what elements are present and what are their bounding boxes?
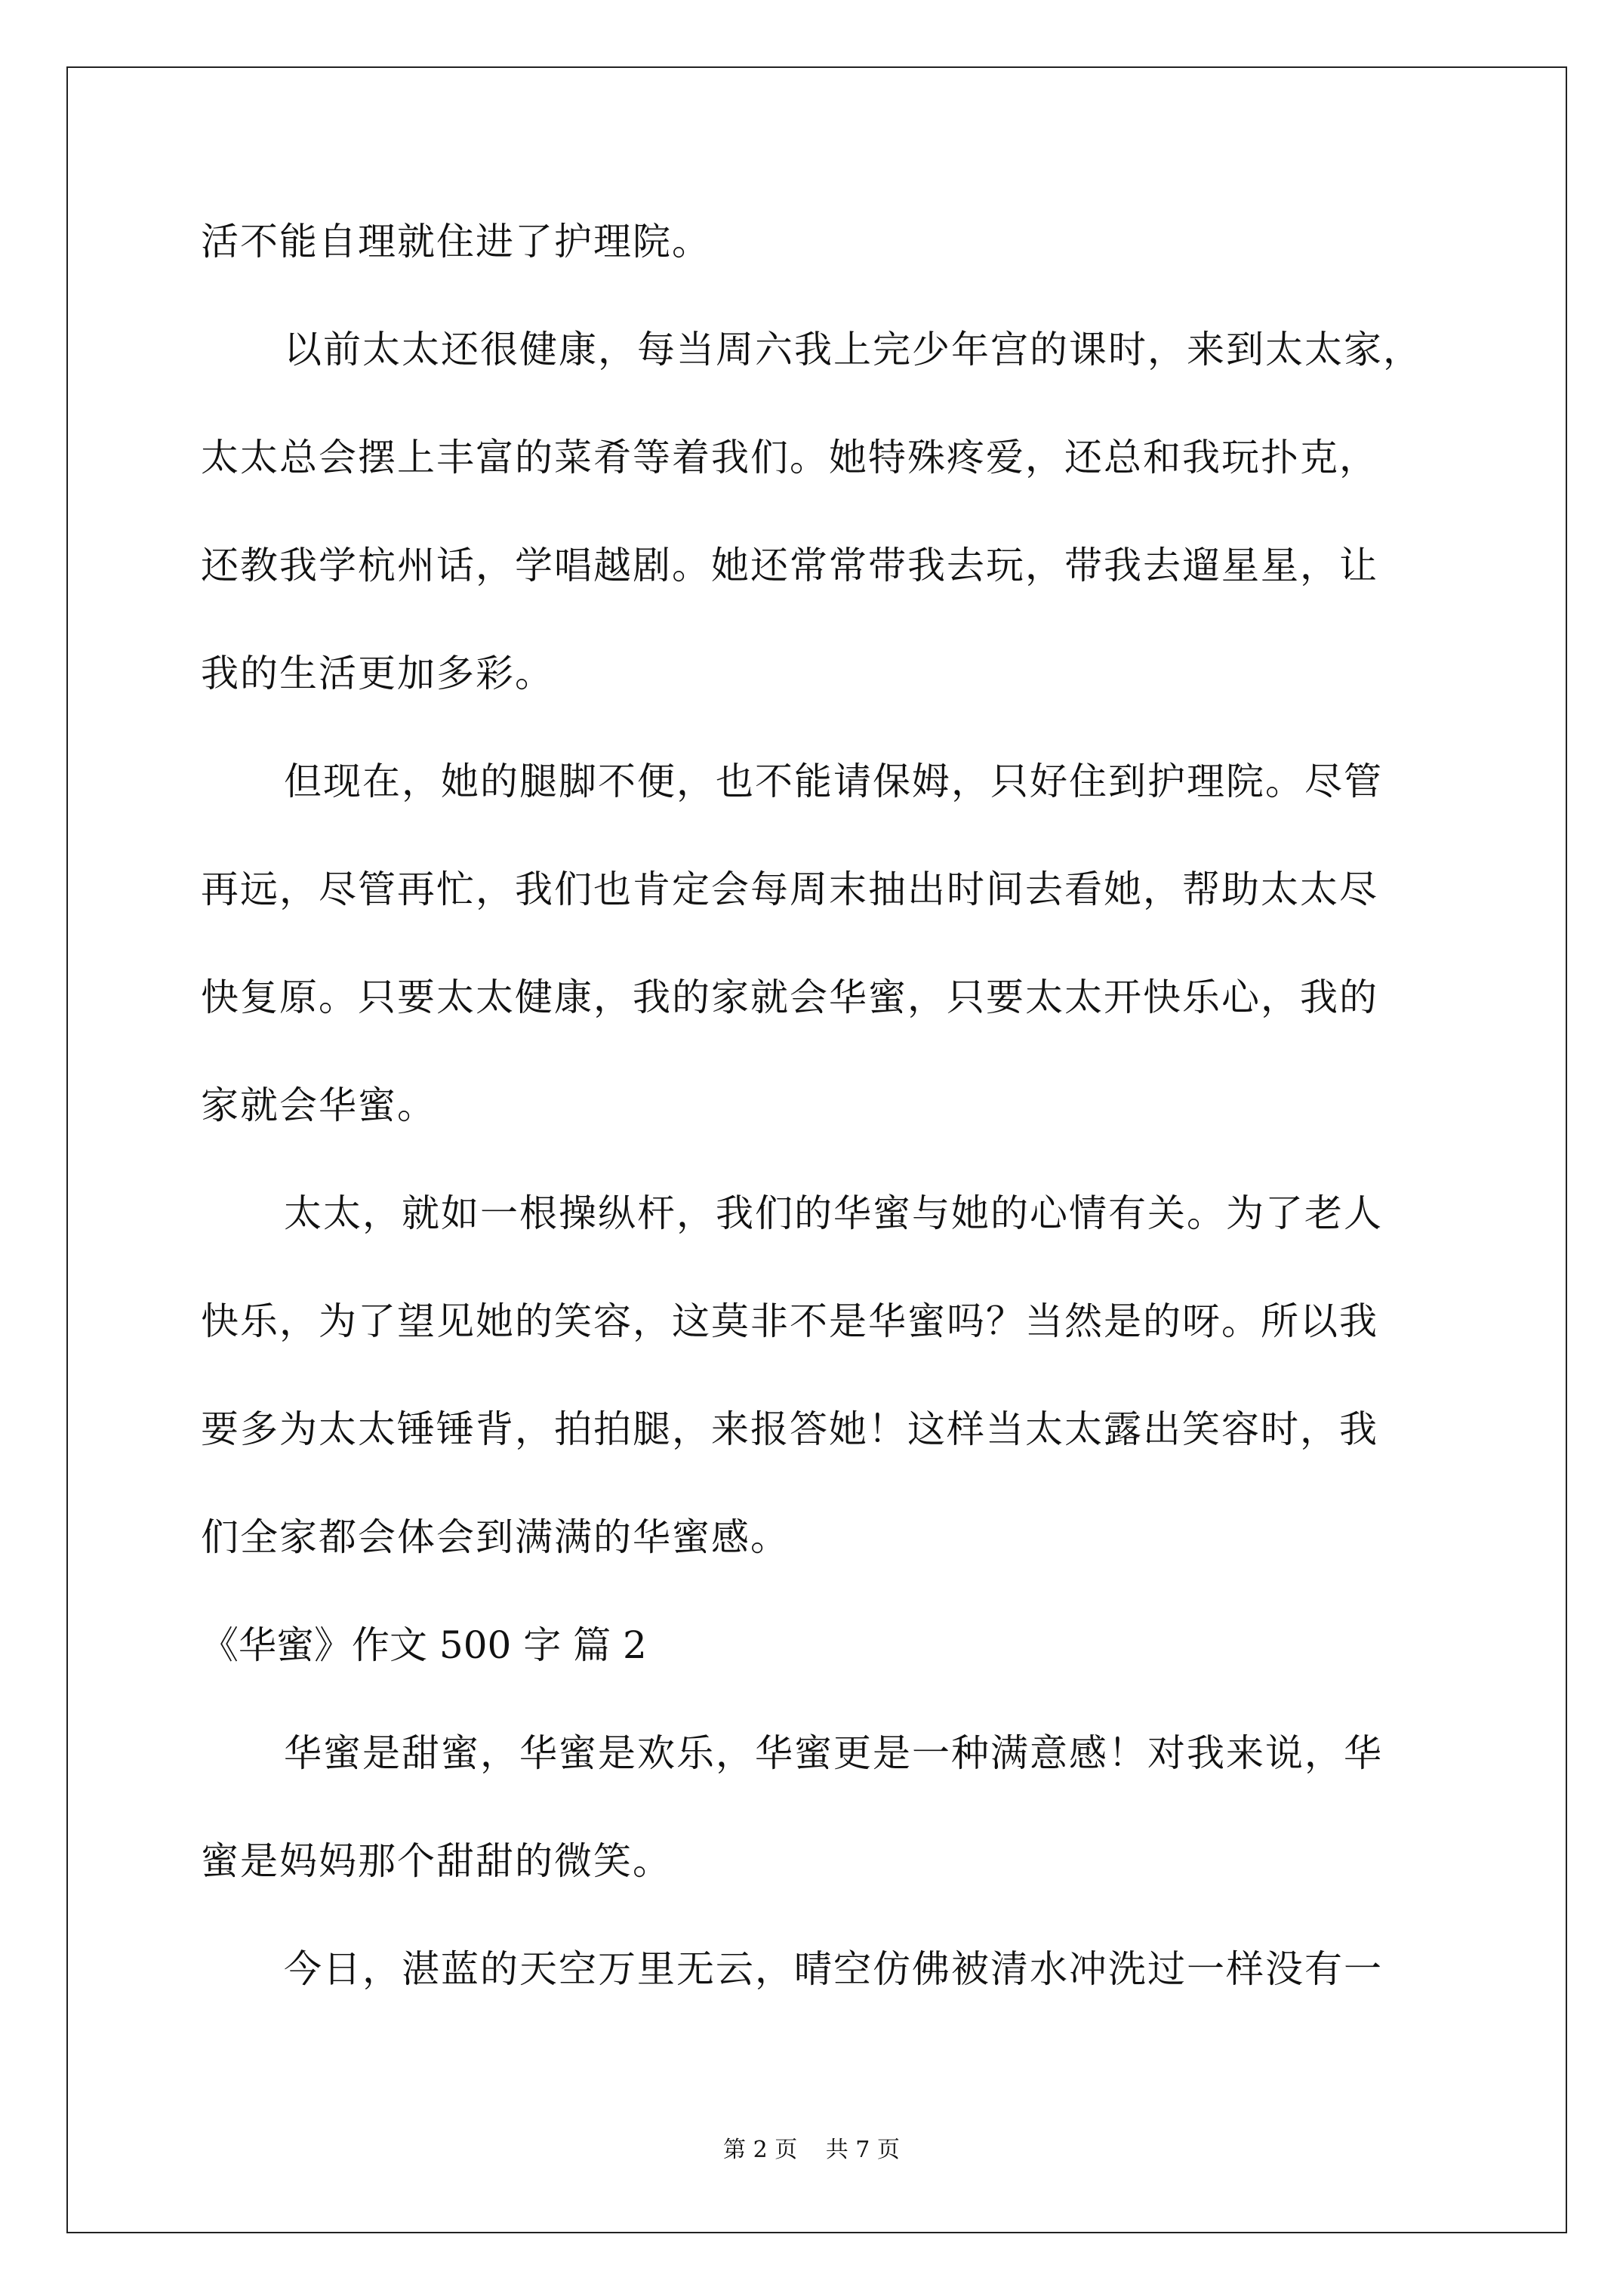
text-line: 快乐，为了望见她的笑容，这莫非不是华蜜吗？当然是的呀。所以我 [201,1299,1378,1343]
section-heading: 《华蜜》作文 500 字 篇 2 [201,1623,647,1667]
text-line: 要多为太太锤锤背，拍拍腿，来报答她！这样当太太露出笑容时，我 [201,1407,1378,1451]
paragraph-start: 以前太太还很健康，每当周六我上完少年宫的课时，来到太太家， [284,328,1422,371]
page-total: 共 7 页 [825,2137,900,2163]
text-line: 太太总会摆上丰富的菜肴等着我们。她特殊疼爱，还总和我玩扑克， [201,436,1378,479]
text-line: 家就会华蜜。 [201,1083,436,1127]
paragraph-start: 但现在，她的腿脚不便，也不能请保姆，只好住到护理院。尽管 [284,760,1383,803]
text-line: 活不能自理就住进了护理院。 [201,220,711,264]
text-line: 蜜是妈妈那个甜甜的微笑。 [201,1839,672,1883]
paragraph-start: 华蜜是甜蜜，华蜜是欢乐，华蜜更是一种满意感！对我来说，华 [284,1731,1383,1775]
text-line: 再远，尽管再忙，我们也肯定会每周末抽出时间去看她，帮助太太尽 [201,868,1378,911]
paragraph-start: 太太，就如一根操纵杆，我们的华蜜与她的心情有关。为了老人 [284,1191,1383,1235]
text-line: 快复原。只要太太健康，我的家就会华蜜，只要太太开快乐心，我的 [201,975,1378,1019]
page-number: 第 2 页 [723,2137,798,2163]
page-border [66,66,1567,2233]
page-footer [0,2137,1623,2164]
text-line: 我的生活更加多彩。 [201,652,554,695]
text-line: 还教我学杭州话，学唱越剧。她还常常带我去玩，带我去遛星星，让 [201,544,1378,587]
text-line: 们全家都会体会到满满的华蜜感。 [201,1515,790,1559]
paragraph-start: 今日，湛蓝的天空万里无云，晴空仿佛被清水冲洗过一样没有一 [284,1947,1383,1991]
